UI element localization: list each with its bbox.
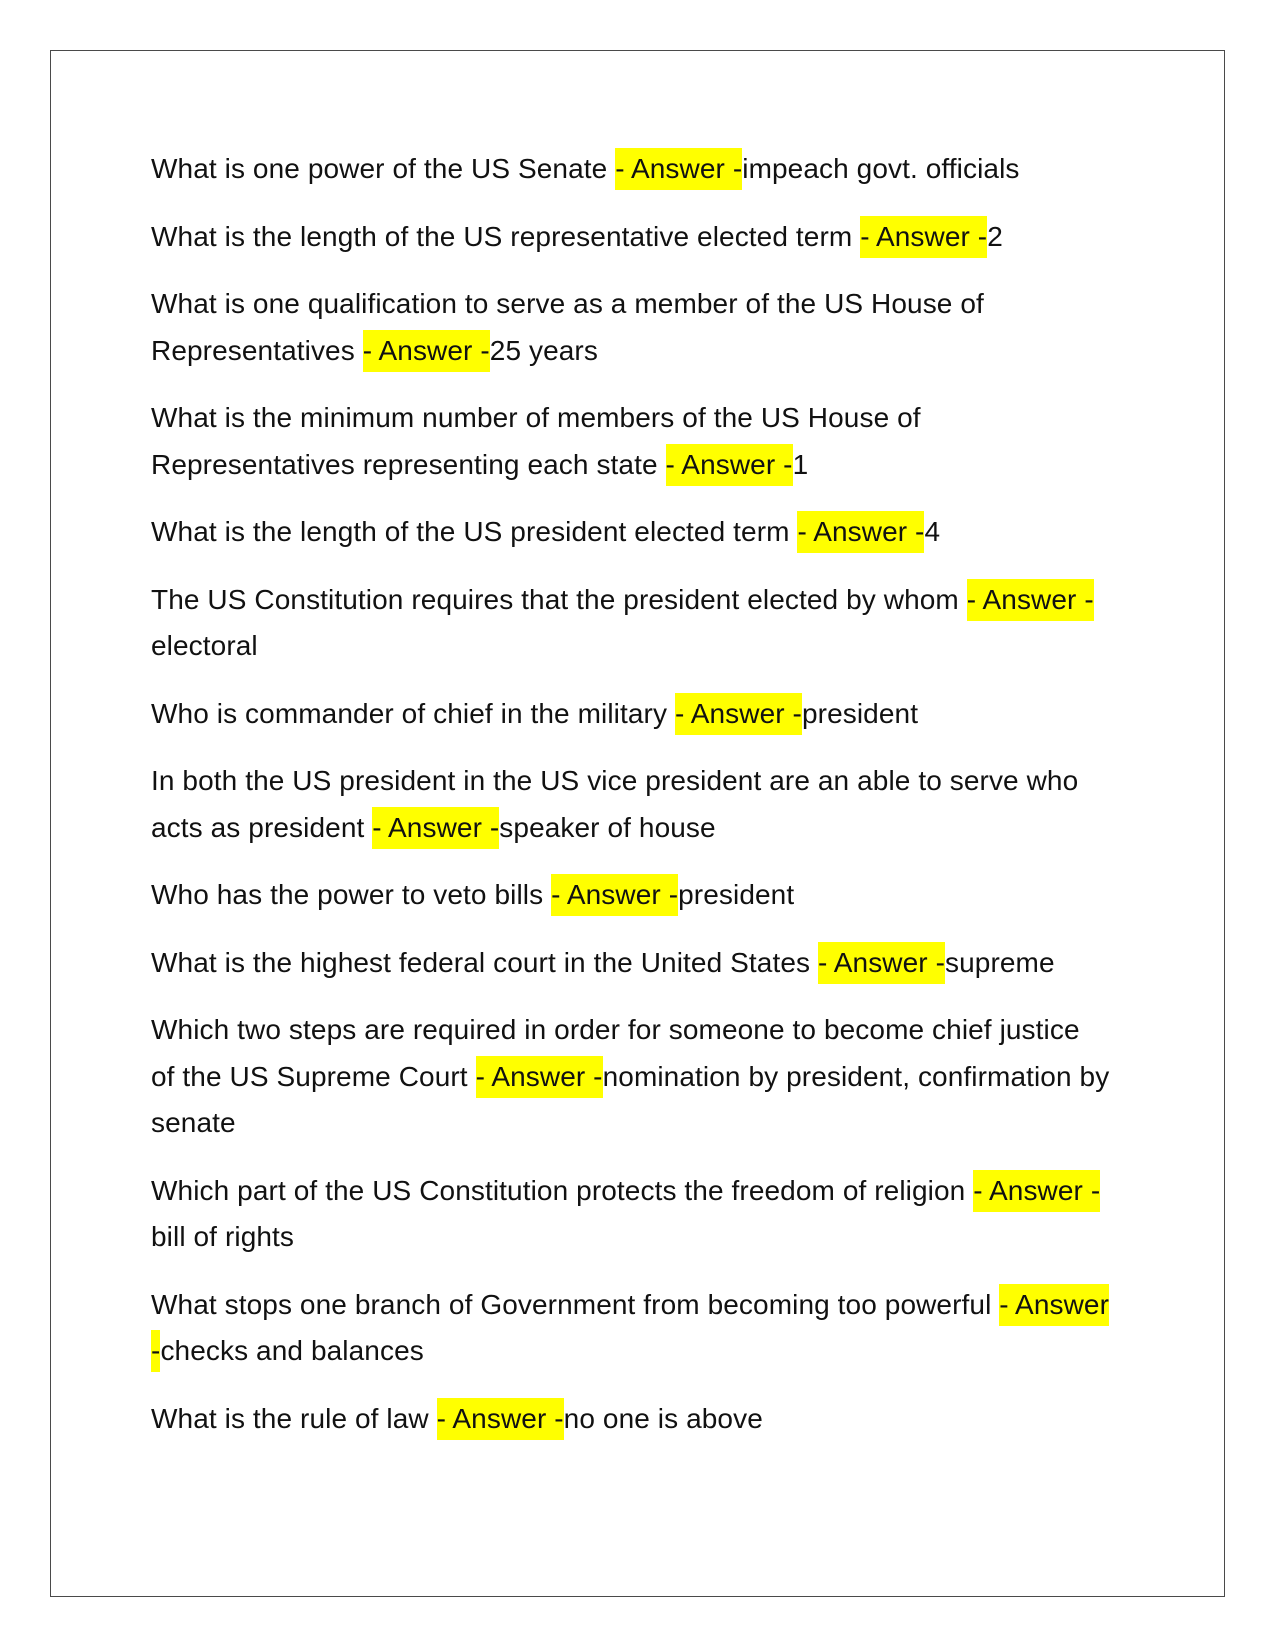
- answer-text: president: [801, 697, 919, 729]
- answer-text: no one is above: [563, 1402, 763, 1434]
- qa-item: [151, 509, 1111, 556]
- question-text: Which two steps are required in order for someone to become chief justice of the US Supreme Court: [151, 1014, 1080, 1092]
- question-text: What is the highest federal court in the United States: [151, 946, 811, 978]
- answer-marker: - Answer -: [363, 330, 490, 372]
- answer-marker: - Answer -: [675, 693, 802, 735]
- qa-item: [151, 146, 1111, 193]
- question-text: The US Constitution requires that the president elected by whom: [151, 583, 959, 615]
- question-text: What is the minimum number of members of the US House of Representatives representing each state: [151, 402, 921, 480]
- answer-marker: - Answer -: [151, 1284, 1109, 1373]
- answer-marker: - Answer -: [797, 511, 924, 553]
- answer-text: 2: [987, 220, 1003, 252]
- qa-item: [151, 214, 1111, 261]
- qa-list: [151, 146, 1111, 1463]
- answer-marker: - Answer -: [818, 942, 945, 984]
- question-text: What is one power of the US Senate: [151, 153, 608, 184]
- qa-item: [151, 1007, 1111, 1147]
- qa-item: [151, 577, 1111, 670]
- question-text: What is the length of the US representative elected term: [151, 220, 853, 252]
- qa-item: [151, 1168, 1111, 1261]
- question-text: What is the length of the US president elected term: [151, 516, 790, 547]
- answer-marker: - Answer -: [372, 807, 499, 849]
- answer-marker: - Answer -: [973, 1170, 1100, 1212]
- answer-text: impeach govt. officials: [742, 153, 1020, 184]
- answer-marker: - Answer -: [615, 148, 742, 190]
- qa-item: [151, 872, 1111, 919]
- answer-text: bill of rights: [151, 1221, 295, 1252]
- qa-item: [151, 940, 1111, 987]
- qa-item: [151, 691, 1111, 738]
- answer-marker: - Answer -: [551, 874, 678, 916]
- question-text: What stops one branch of Government from becoming too powerful: [151, 1288, 992, 1320]
- answer-marker: - Answer -: [666, 444, 793, 486]
- answer-marker: - Answer -: [967, 579, 1094, 621]
- question-text: Which part of the US Constitution protects the freedom of religion: [151, 1174, 966, 1206]
- answer-text: 4: [924, 516, 941, 547]
- answer-marker: - Answer -: [437, 1398, 564, 1440]
- qa-item: [151, 395, 1111, 488]
- answer-text: supreme: [945, 946, 1055, 978]
- answer-text: 25 years: [489, 334, 598, 366]
- question-text: What is the rule of law: [151, 1402, 429, 1434]
- question-text: Who has the power to veto bills: [151, 879, 544, 910]
- qa-item: [151, 1396, 1111, 1443]
- answer-text: checks and balances: [160, 1335, 424, 1366]
- question-text: Who is commander of chief in the military: [151, 697, 668, 729]
- answer-marker: - Answer -: [476, 1056, 603, 1098]
- qa-item: [151, 281, 1111, 374]
- answer-text: electoral: [151, 630, 258, 661]
- answer-marker: - Answer -: [860, 216, 987, 258]
- answer-text: nomination by president, confirmation by senate: [151, 1060, 1110, 1138]
- answer-text: 1: [792, 448, 809, 480]
- question-text: In both the US president in the US vice president are an able to serve who acts as president: [151, 765, 1079, 843]
- question-text: What is one qualification to serve as a member of the US House of Representatives: [151, 288, 984, 366]
- qa-item: [151, 758, 1111, 851]
- answer-text: president: [678, 879, 795, 910]
- answer-text: speaker of house: [499, 811, 716, 843]
- qa-item: [151, 1282, 1111, 1375]
